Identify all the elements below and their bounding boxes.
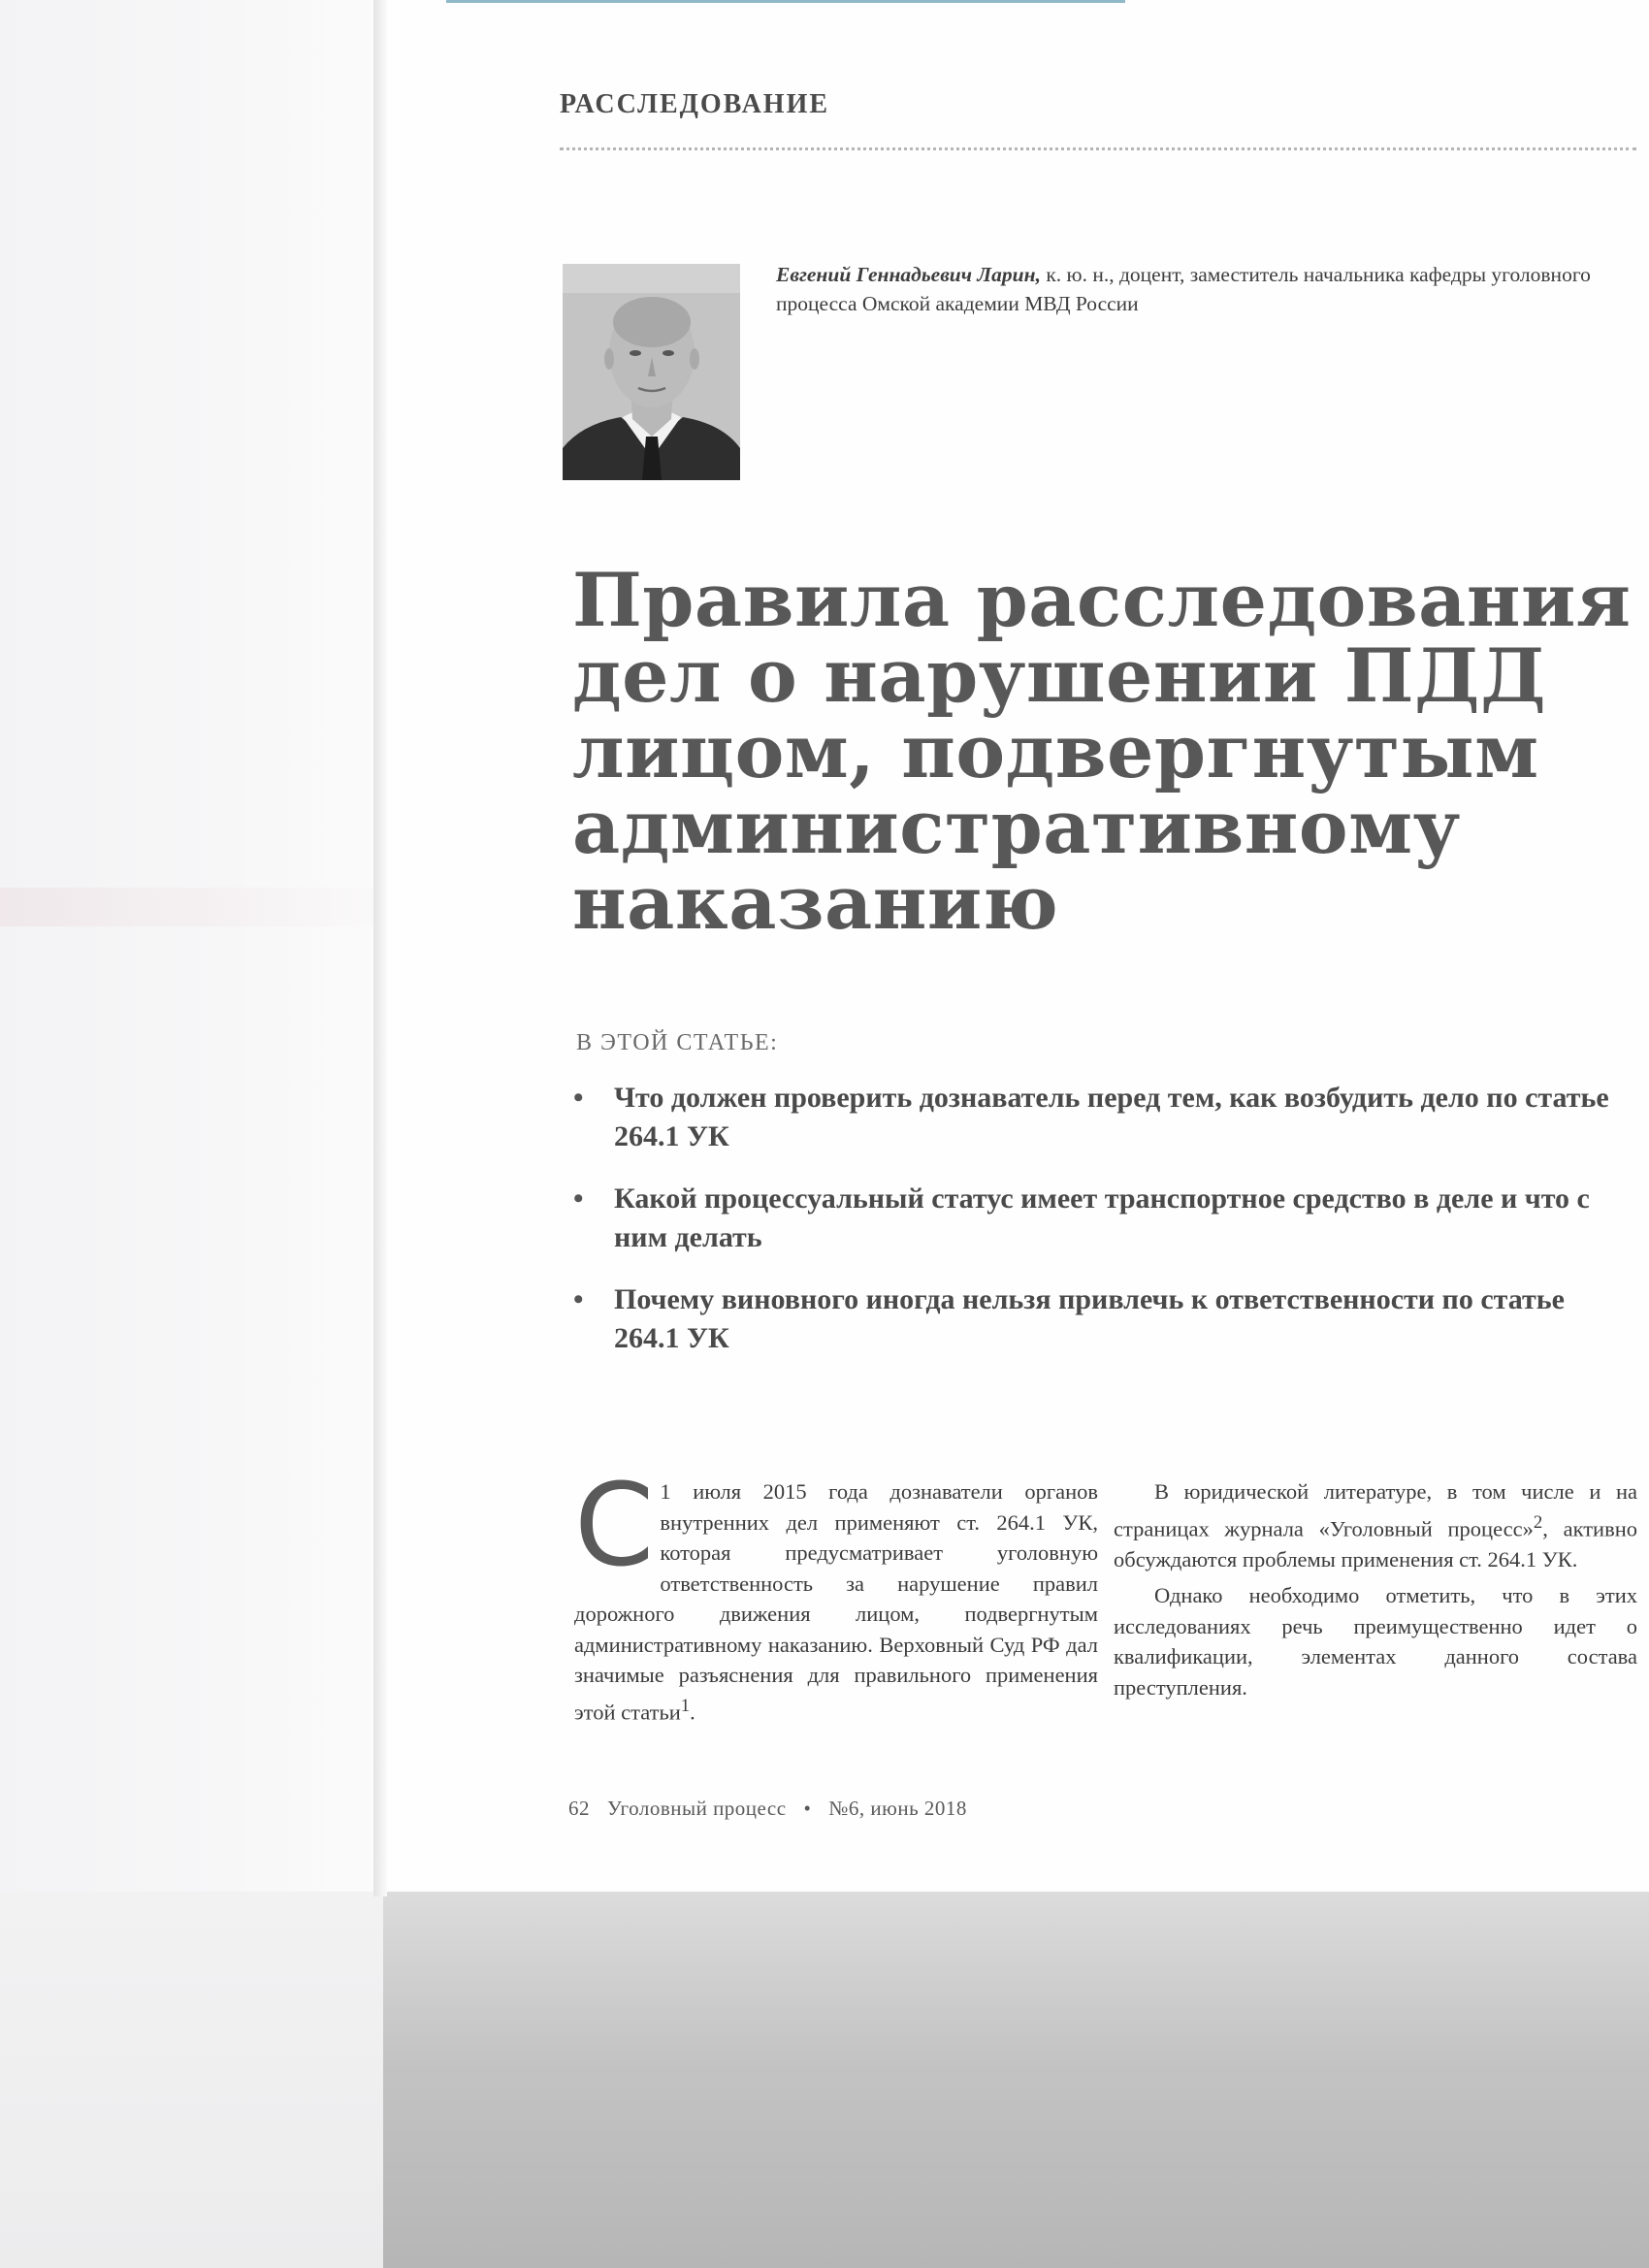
journal-name: Уголовный процесс	[607, 1797, 787, 1820]
highlight-item	[567, 1079, 1625, 1156]
bullet-icon: •	[573, 1082, 584, 1114]
bullet-icon: •	[573, 1283, 584, 1315]
article-title-line: административному	[572, 784, 1461, 870]
body-paragraph	[574, 1458, 1098, 1728]
drop-cap: С	[574, 1458, 655, 1592]
body-paragraph	[1114, 1476, 1637, 1574]
scan-background-bottom-left	[0, 1892, 383, 2268]
author-photo	[563, 264, 740, 480]
scan-background-bottom	[383, 1892, 1649, 2268]
article-title-line: наказанию	[572, 859, 1059, 946]
article-highlights	[567, 1079, 1625, 1381]
body-text-end: .	[690, 1700, 695, 1724]
article-title-line: дел о нарушении ПДД	[572, 632, 1547, 719]
highlight-text: Какой процессуальный статус имеет транспортное средство в деле и что с ним делать	[614, 1183, 1590, 1253]
article-title	[572, 557, 1632, 946]
bullet-icon: •	[573, 1183, 584, 1215]
footnote-ref[interactable]: 2	[1533, 1511, 1543, 1533]
section-divider	[560, 147, 1636, 150]
page-number: 62	[568, 1797, 590, 1820]
body-column-2	[1114, 1476, 1637, 1702]
body-text: 1 июля 2015 года дознаватели органов внутренних дел применяют ст. 264.1 УК, которая предусматривает уголовную ответственность за нарушение правил дорожного движения лицом, подвергнутым административному наказанию. Верховный Суд РФ дал значимые разъяснения для правильного применения этой статьи	[574, 1479, 1098, 1724]
top-accent-rule	[446, 0, 1125, 3]
section-label: РАССЛЕДОВАНИЕ	[560, 89, 830, 119]
highlight-text: Что должен проверить дознаватель перед тем, как возбудить дело по статье 264.1 УК	[614, 1082, 1609, 1152]
article-title-line: Правила расследования	[572, 557, 1632, 643]
portrait-photo-icon	[563, 264, 740, 480]
page-left-edge-shadow	[373, 0, 387, 1896]
highlight-item	[567, 1180, 1625, 1257]
author-info	[776, 260, 1610, 318]
issue-info: №6, июнь 2018	[828, 1797, 967, 1820]
author-name: Евгений Геннадьевич Ларин,	[776, 263, 1041, 286]
body-text: , активно обсуждаются проблемы применения ст. 264.1 УК.	[1114, 1516, 1637, 1571]
footer-separator: •	[803, 1797, 812, 1820]
body-paragraph: Однако необходимо отметить, что в этих исследованиях речь преимущественно идет о квалификации, элементах данного состава преступления.	[1114, 1583, 1637, 1700]
highlight-item	[567, 1280, 1625, 1358]
highlight-text: Почему виновного иногда нельзя привлечь к ответственности по статье 264.1 УК	[614, 1283, 1565, 1354]
footnote-ref[interactable]: 1	[680, 1695, 691, 1716]
author-credentials: к. ю. н., доцент, заместитель начальника кафедры уголовного процесса Омской академии МВД России	[776, 263, 1591, 315]
page-footer	[568, 1797, 985, 1821]
in-article-label: В ЭТОЙ СТАТЬЕ:	[576, 1030, 779, 1055]
body-text: В юридической литературе, в том числе и на страницах журнала «Уголовный процесс»	[1114, 1479, 1637, 1540]
article-title-line: лицом, подвергнутым	[572, 708, 1539, 794]
body-column-1	[574, 1458, 1098, 1728]
scan-smudge	[0, 888, 378, 926]
